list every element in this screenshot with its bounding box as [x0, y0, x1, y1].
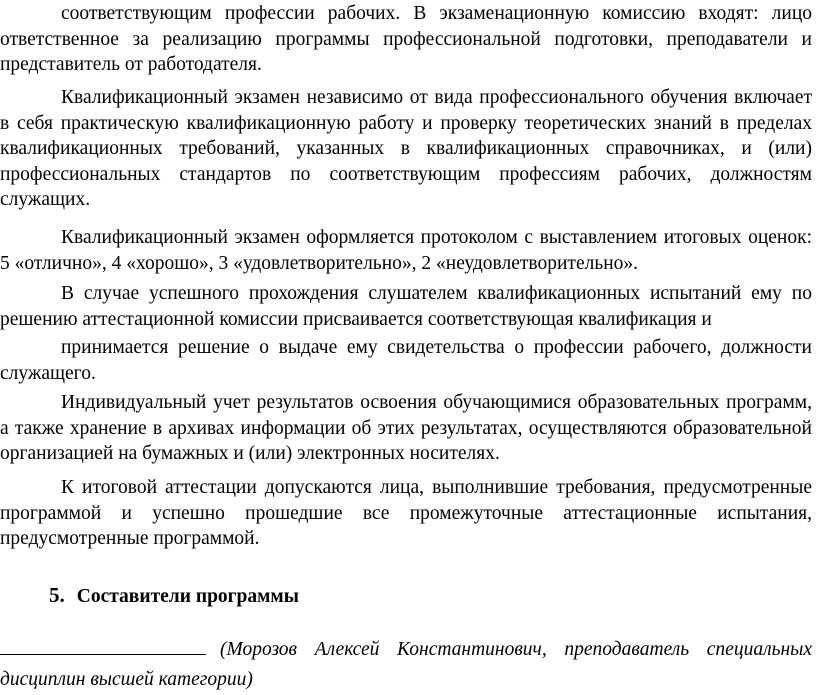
- paragraph-exam-protocol: Квалификационный экзамен оформляется протоколом с выставлением итоговых оценок: 5 «отлично», 4 «хорошо», 3 «удовлетворительно», 2 «неудовлетворительно».: [0, 227, 812, 274]
- paragraph-exam-content: Квалификационный экзамен независимо от вида профессионального обучения включает в себя практическую квалификационную работу и проверку теоретических знаний в пределах квалификационных требований, указанных в квалификационных справочниках, и (или) профессиональных стандартов по соответствующим профессиям рабочих, должностям служащих.: [0, 87, 812, 211]
- paragraph-certificate-decision: принимается решение о выдаче ему свидетельства о профессии рабочего, должности служащего.: [0, 337, 812, 384]
- author-text: (Морозов Алексей Константинович, преподаватель специальных дисциплин высшей категории): [0, 639, 812, 690]
- paragraph-commission: соответствующим профессии рабочих. В экзаменационную комиссию входят: лицо ответственное за реализацию программы профессиональной подготовки, преподаватели и представитель от работодателя.: [0, 3, 812, 76]
- paragraph-records: Индивидуальный учет результатов освоения обучающимися образовательных программ, а также хранение в архивах информации об этих результатах, осуществляются образовательной организацией на бумажных и (или) электронных носителях.: [0, 392, 812, 465]
- author-line: [0, 635, 812, 695]
- section-heading: [49, 583, 299, 608]
- section-number: 5.: [49, 583, 65, 607]
- signature-line: [0, 636, 206, 655]
- paragraph-final-attestation: К итоговой аттестации допускаются лица, выполнившие требования, предусмотренные программой и успешно прошедшие все промежуточные аттестационные испытания, предусмотренные программой.: [0, 477, 812, 550]
- section-title: Составители программы: [76, 586, 299, 607]
- paragraph-qualification-award: В случае успешного прохождения слушателем квалификационных испытаний ему по решению аттестационной комиссии присваивается соответствующая квалификация и: [0, 283, 812, 330]
